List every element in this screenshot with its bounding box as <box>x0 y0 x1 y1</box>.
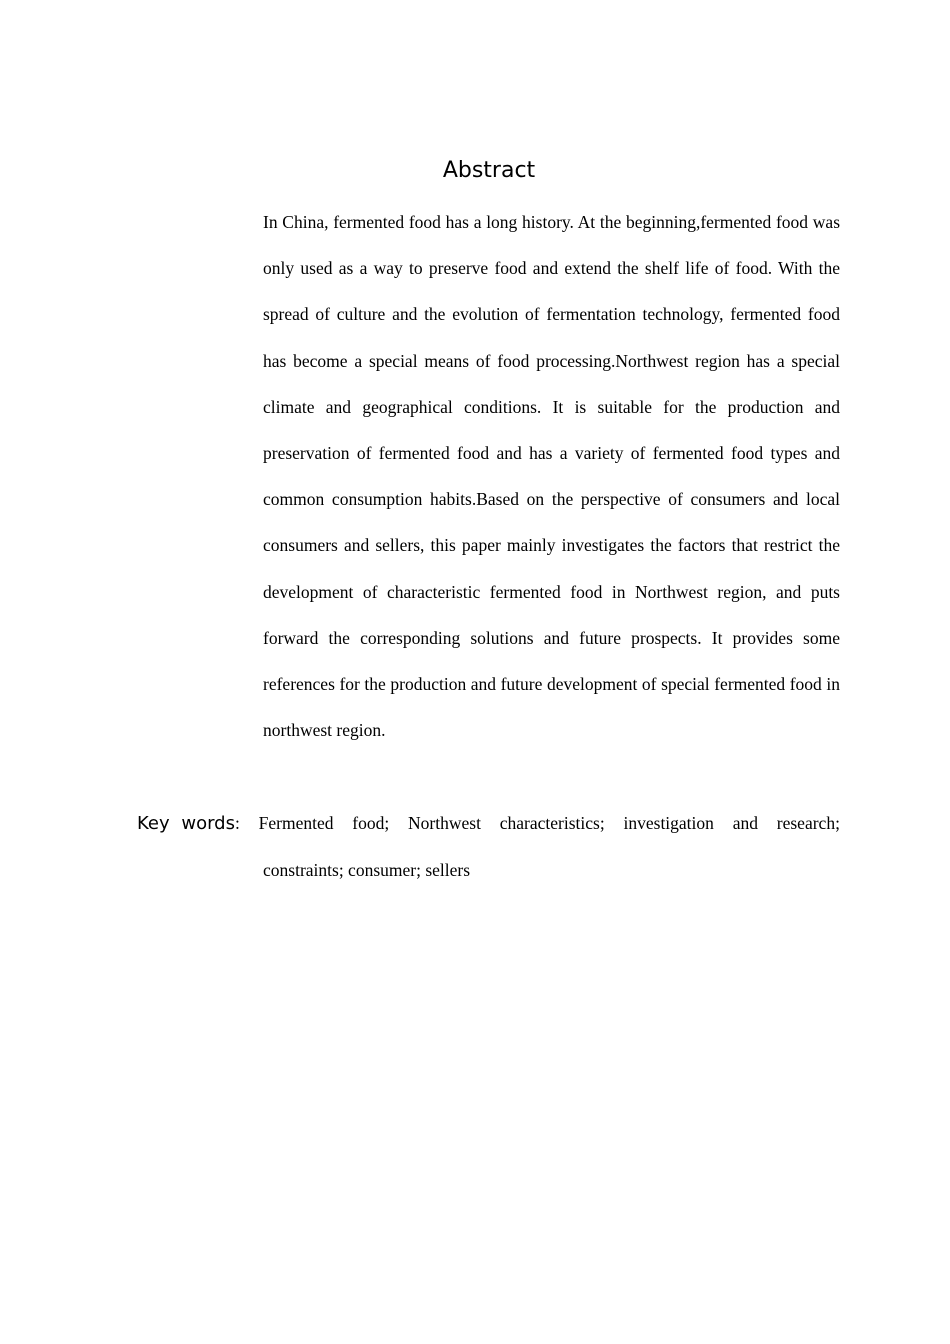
keywords-section <box>137 800 840 893</box>
keyword-word: Northwest <box>408 813 481 833</box>
keyword-word: Fermented <box>258 813 334 833</box>
abstract-body: In China, fermented food has a long history. At the beginning,fermented food was only used as a way to preserve food and extend the shelf life of food. With the spread of culture and the evolution of fermentation technology, fermented food has become a special means of food processing.Northwest region has a special climate and geographical conditions. It is suitable for the production and preservation of fermented food and has a variety of fermented food types and common consumption habits.Based on the perspective of consumers and local consumers and sellers, this paper mainly investigates the factors that restrict the development of characteristic fermented food in Northwest region, and puts forward the corresponding solutions and future prospects. It provides some references for the production and future development of special fermented food in northwest region. <box>263 212 840 741</box>
keywords-label-group <box>137 800 240 847</box>
keywords-continuation: constraints; consumer; sellers <box>263 860 471 880</box>
keyword-word: investigation <box>623 813 714 833</box>
abstract-title: Abstract <box>442 158 536 183</box>
keywords-label: Key words <box>137 813 235 834</box>
keywords-separator: : <box>234 813 240 833</box>
keyword-word: food; <box>352 813 390 833</box>
keyword-word: characteristics; <box>499 813 605 833</box>
keyword-word: and <box>732 813 758 833</box>
keywords-line <box>137 800 840 847</box>
keyword-word: research; <box>776 813 840 833</box>
